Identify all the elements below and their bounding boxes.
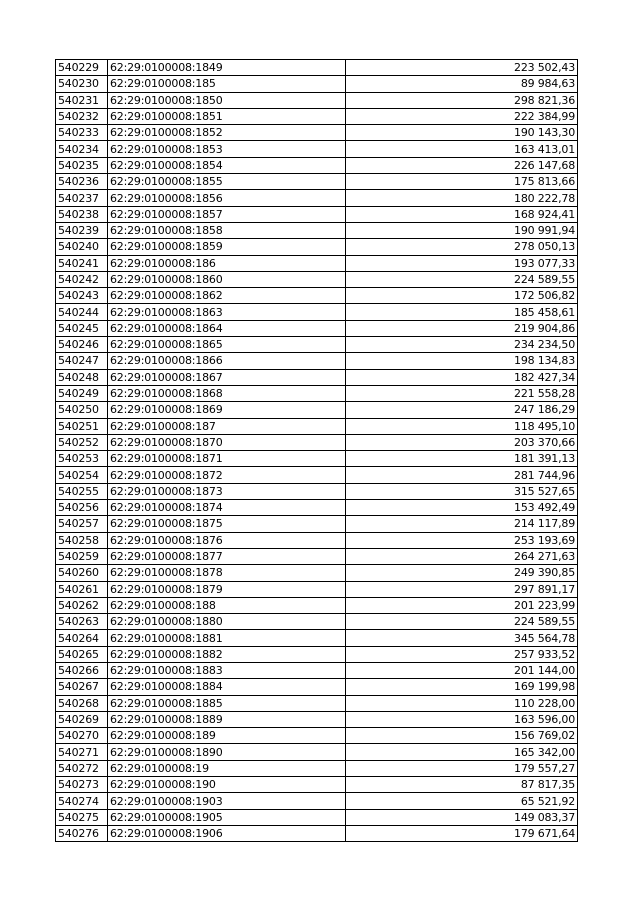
table-row [56, 255, 578, 271]
cadastral-value-cell: 298 821,36 [346, 92, 578, 108]
table-row [56, 304, 578, 320]
row-id-cell: 540244 [56, 304, 108, 320]
cadastral-number-cell: 62:29:0100008:1883 [108, 662, 346, 678]
row-id-cell: 540248 [56, 369, 108, 385]
cadastral-number-cell: 62:29:0100008:188 [108, 597, 346, 613]
row-id-cell: 540243 [56, 288, 108, 304]
table-row [56, 581, 578, 597]
cadastral-value-cell: 297 891,17 [346, 581, 578, 597]
row-id-cell: 540251 [56, 418, 108, 434]
row-id-cell: 540247 [56, 353, 108, 369]
table-row [56, 744, 578, 760]
cadastral-number-cell: 62:29:0100008:1889 [108, 711, 346, 727]
cadastral-number-cell: 62:29:0100008:1906 [108, 825, 346, 841]
table-body [56, 60, 578, 842]
row-id-cell: 540276 [56, 825, 108, 841]
cadastral-value-cell: 221 558,28 [346, 385, 578, 401]
cadastral-value-cell: 163 596,00 [346, 711, 578, 727]
row-id-cell: 540235 [56, 157, 108, 173]
table-row [56, 60, 578, 76]
cadastral-value-cell: 165 342,00 [346, 744, 578, 760]
cadastral-number-cell: 62:29:0100008:185 [108, 76, 346, 92]
cadastral-number-cell: 62:29:0100008:190 [108, 777, 346, 793]
cadastral-value-cell: 181 391,13 [346, 451, 578, 467]
cadastral-number-cell: 62:29:0100008:1874 [108, 500, 346, 516]
row-id-cell: 540259 [56, 548, 108, 564]
cadastral-number-cell: 62:29:0100008:1862 [108, 288, 346, 304]
table-row [56, 434, 578, 450]
table-row [56, 565, 578, 581]
cadastral-value-cell: 169 199,98 [346, 679, 578, 695]
cadastral-number-cell: 62:29:0100008:1872 [108, 467, 346, 483]
row-id-cell: 540258 [56, 532, 108, 548]
cadastral-value-cell: 249 390,85 [346, 565, 578, 581]
cadastral-value-table [55, 59, 578, 842]
table-row [56, 777, 578, 793]
cadastral-value-cell: 247 186,29 [346, 402, 578, 418]
cadastral-number-cell: 62:29:0100008:1854 [108, 157, 346, 173]
table-row [56, 222, 578, 238]
cadastral-value-cell: 179 671,64 [346, 825, 578, 841]
cadastral-number-cell: 62:29:0100008:186 [108, 255, 346, 271]
cadastral-number-cell: 62:29:0100008:189 [108, 728, 346, 744]
row-id-cell: 540253 [56, 451, 108, 467]
table-row [56, 614, 578, 630]
table-row [56, 369, 578, 385]
cadastral-number-cell: 62:29:0100008:1885 [108, 695, 346, 711]
cadastral-number-cell: 62:29:0100008:1858 [108, 222, 346, 238]
row-id-cell: 540239 [56, 222, 108, 238]
cadastral-number-cell: 62:29:0100008:1903 [108, 793, 346, 809]
row-id-cell: 540273 [56, 777, 108, 793]
cadastral-number-cell: 62:29:0100008:1863 [108, 304, 346, 320]
cadastral-number-cell: 62:29:0100008:1850 [108, 92, 346, 108]
cadastral-number-cell: 62:29:0100008:1871 [108, 451, 346, 467]
row-id-cell: 540236 [56, 174, 108, 190]
cadastral-value-cell: 201 223,99 [346, 597, 578, 613]
cadastral-number-cell: 62:29:0100008:1890 [108, 744, 346, 760]
cadastral-value-cell: 345 564,78 [346, 630, 578, 646]
row-id-cell: 540271 [56, 744, 108, 760]
cadastral-value-cell: 190 143,30 [346, 125, 578, 141]
cadastral-value-cell: 253 193,69 [346, 532, 578, 548]
cadastral-value-cell: 156 769,02 [346, 728, 578, 744]
cadastral-number-cell: 62:29:0100008:1864 [108, 320, 346, 336]
cadastral-value-cell: 315 527,65 [346, 483, 578, 499]
row-id-cell: 540266 [56, 662, 108, 678]
table-row [56, 108, 578, 124]
table-row [56, 630, 578, 646]
cadastral-value-cell: 224 589,55 [346, 271, 578, 287]
cadastral-value-cell: 172 506,82 [346, 288, 578, 304]
cadastral-value-cell: 182 427,34 [346, 369, 578, 385]
cadastral-value-cell: 234 234,50 [346, 337, 578, 353]
cadastral-number-cell: 62:29:0100008:1865 [108, 337, 346, 353]
table-row [56, 467, 578, 483]
cadastral-value-cell: 224 589,55 [346, 614, 578, 630]
table-row [56, 190, 578, 206]
table-row [56, 825, 578, 841]
row-id-cell: 540256 [56, 500, 108, 516]
row-id-cell: 540262 [56, 597, 108, 613]
cadastral-value-cell: 168 924,41 [346, 206, 578, 222]
row-id-cell: 540230 [56, 76, 108, 92]
row-id-cell: 540231 [56, 92, 108, 108]
cadastral-value-cell: 65 521,92 [346, 793, 578, 809]
row-id-cell: 540268 [56, 695, 108, 711]
row-id-cell: 540237 [56, 190, 108, 206]
row-id-cell: 540241 [56, 255, 108, 271]
row-id-cell: 540260 [56, 565, 108, 581]
row-id-cell: 540240 [56, 239, 108, 255]
cadastral-value-cell: 264 271,63 [346, 548, 578, 564]
row-id-cell: 540238 [56, 206, 108, 222]
cadastral-value-cell: 153 492,49 [346, 500, 578, 516]
cadastral-value-cell: 222 384,99 [346, 108, 578, 124]
cadastral-number-cell: 62:29:0100008:1905 [108, 809, 346, 825]
table-row [56, 402, 578, 418]
cadastral-value-cell: 118 495,10 [346, 418, 578, 434]
cadastral-number-cell: 62:29:0100008:1882 [108, 646, 346, 662]
table-row [56, 320, 578, 336]
row-id-cell: 540272 [56, 760, 108, 776]
table-row [56, 451, 578, 467]
cadastral-value-cell: 198 134,83 [346, 353, 578, 369]
row-id-cell: 540245 [56, 320, 108, 336]
cadastral-value-cell: 110 228,00 [346, 695, 578, 711]
table-row [56, 548, 578, 564]
cadastral-number-cell: 62:29:0100008:1853 [108, 141, 346, 157]
table-row [56, 92, 578, 108]
table-row [56, 516, 578, 532]
table-row [56, 662, 578, 678]
cadastral-value-cell: 149 083,37 [346, 809, 578, 825]
row-id-cell: 540255 [56, 483, 108, 499]
cadastral-value-cell: 226 147,68 [346, 157, 578, 173]
cadastral-number-cell: 62:29:0100008:1873 [108, 483, 346, 499]
table-row [56, 337, 578, 353]
row-id-cell: 540246 [56, 337, 108, 353]
cadastral-number-cell: 62:29:0100008:1869 [108, 402, 346, 418]
cadastral-value-cell: 193 077,33 [346, 255, 578, 271]
row-id-cell: 540229 [56, 60, 108, 76]
cadastral-value-cell: 257 933,52 [346, 646, 578, 662]
table-row [56, 174, 578, 190]
cadastral-number-cell: 62:29:0100008:1866 [108, 353, 346, 369]
table-row [56, 760, 578, 776]
cadastral-number-cell: 62:29:0100008:1849 [108, 60, 346, 76]
cadastral-value-cell: 87 817,35 [346, 777, 578, 793]
cadastral-number-cell: 62:29:0100008:1859 [108, 239, 346, 255]
cadastral-number-cell: 62:29:0100008:1855 [108, 174, 346, 190]
row-id-cell: 540232 [56, 108, 108, 124]
cadastral-value-cell: 190 991,94 [346, 222, 578, 238]
table-row [56, 500, 578, 516]
cadastral-number-cell: 62:29:0100008:1851 [108, 108, 346, 124]
cadastral-value-cell: 185 458,61 [346, 304, 578, 320]
cadastral-number-cell: 62:29:0100008:187 [108, 418, 346, 434]
row-id-cell: 540270 [56, 728, 108, 744]
cadastral-number-cell: 62:29:0100008:1876 [108, 532, 346, 548]
cadastral-value-cell: 163 413,01 [346, 141, 578, 157]
table-row [56, 597, 578, 613]
row-id-cell: 540252 [56, 434, 108, 450]
cadastral-value-cell: 201 144,00 [346, 662, 578, 678]
row-id-cell: 540249 [56, 385, 108, 401]
cadastral-value-cell: 180 222,78 [346, 190, 578, 206]
cadastral-number-cell: 62:29:0100008:1878 [108, 565, 346, 581]
table-row [56, 288, 578, 304]
row-id-cell: 540254 [56, 467, 108, 483]
row-id-cell: 540269 [56, 711, 108, 727]
table-row [56, 532, 578, 548]
row-id-cell: 540261 [56, 581, 108, 597]
row-id-cell: 540234 [56, 141, 108, 157]
row-id-cell: 540264 [56, 630, 108, 646]
cadastral-number-cell: 62:29:0100008:1875 [108, 516, 346, 532]
table-row [56, 125, 578, 141]
cadastral-value-cell: 89 984,63 [346, 76, 578, 92]
cadastral-number-cell: 62:29:0100008:1867 [108, 369, 346, 385]
row-id-cell: 540274 [56, 793, 108, 809]
cadastral-number-cell: 62:29:0100008:1881 [108, 630, 346, 646]
table-row [56, 76, 578, 92]
table-row [56, 206, 578, 222]
cadastral-value-cell: 179 557,27 [346, 760, 578, 776]
row-id-cell: 540233 [56, 125, 108, 141]
cadastral-value-cell: 278 050,13 [346, 239, 578, 255]
row-id-cell: 540250 [56, 402, 108, 418]
row-id-cell: 540265 [56, 646, 108, 662]
cadastral-value-cell: 203 370,66 [346, 434, 578, 450]
cadastral-number-cell: 62:29:0100008:1857 [108, 206, 346, 222]
row-id-cell: 540267 [56, 679, 108, 695]
table-row [56, 141, 578, 157]
cadastral-value-cell: 214 117,89 [346, 516, 578, 532]
table-row [56, 646, 578, 662]
table-row [56, 157, 578, 173]
table-row [56, 271, 578, 287]
table-row [56, 418, 578, 434]
table-row [56, 239, 578, 255]
row-id-cell: 540257 [56, 516, 108, 532]
cadastral-value-cell: 175 813,66 [346, 174, 578, 190]
table-row [56, 695, 578, 711]
cadastral-number-cell: 62:29:0100008:1852 [108, 125, 346, 141]
cadastral-number-cell: 62:29:0100008:1868 [108, 385, 346, 401]
cadastral-number-cell: 62:29:0100008:1870 [108, 434, 346, 450]
cadastral-number-cell: 62:29:0100008:1884 [108, 679, 346, 695]
cadastral-number-cell: 62:29:0100008:1877 [108, 548, 346, 564]
row-id-cell: 540263 [56, 614, 108, 630]
cadastral-number-cell: 62:29:0100008:1856 [108, 190, 346, 206]
table-row [56, 483, 578, 499]
table-row [56, 711, 578, 727]
cadastral-number-cell: 62:29:0100008:19 [108, 760, 346, 776]
cadastral-value-cell: 219 904,86 [346, 320, 578, 336]
cadastral-number-cell: 62:29:0100008:1880 [108, 614, 346, 630]
table-row [56, 793, 578, 809]
cadastral-number-cell: 62:29:0100008:1879 [108, 581, 346, 597]
table-row [56, 679, 578, 695]
table-row [56, 728, 578, 744]
cadastral-value-cell: 223 502,43 [346, 60, 578, 76]
table-row [56, 385, 578, 401]
cadastral-value-cell: 281 744,96 [346, 467, 578, 483]
cadastral-number-cell: 62:29:0100008:1860 [108, 271, 346, 287]
table-row [56, 353, 578, 369]
table-row [56, 809, 578, 825]
row-id-cell: 540242 [56, 271, 108, 287]
row-id-cell: 540275 [56, 809, 108, 825]
